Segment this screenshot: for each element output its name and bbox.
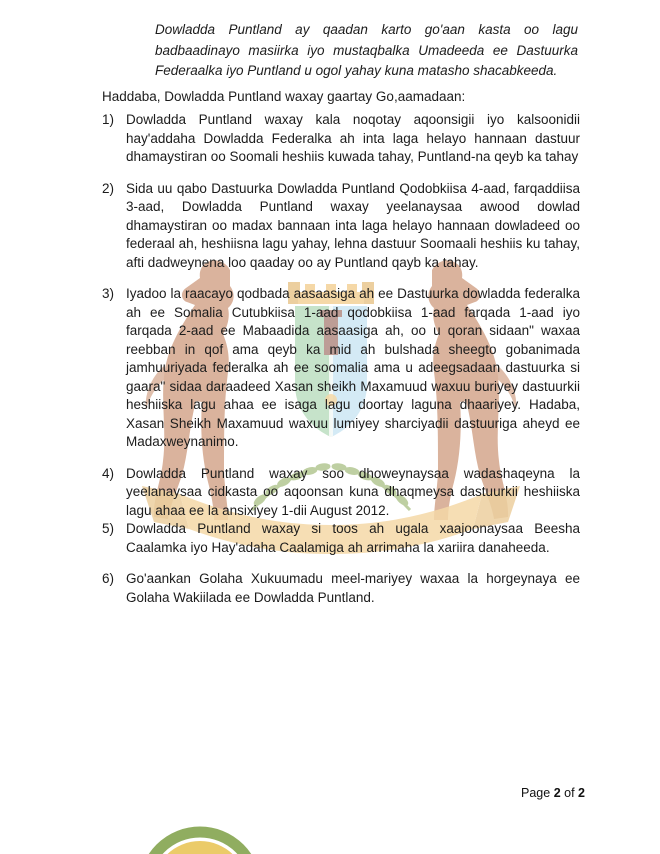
item-text: Dowladda Puntland waxay si toos ah ugala xaajoonaysaa Beesha Caalamka iyo Hay'adaha Caalamiga ah arrimaha la xariira danaheeda. [126, 521, 580, 555]
item-text: Dowladda Puntland waxay kala noqotay aqoonsigii iyo kalsoonidii hay'addaha Dowladda Federalka ah inta laga helayo hannaan dastuur dhamaystiran oo Soomali heshiis kuwada tahay, Puntland-na qeyb ka tahay [126, 112, 580, 164]
footer-label-of: of [564, 786, 575, 800]
item-number: 4) [102, 465, 115, 481]
resolution-item-1 [102, 111, 580, 167]
resolution-item-6 [102, 570, 580, 607]
resolutions-list [102, 111, 580, 607]
resolution-item-3 [102, 285, 580, 452]
item-text: Sida uu qabo Dastuurka Dowladda Puntland Qodobkiisa 4-aad, farqaddiisa 3-aad, Dowladda Puntland waxay yeelanaysaa awood dowlad dhamaystiran oo madax bannaan inta laga helayo hannaan dowladeed oo federaal ah, heshiisna lagu yahay, lehna dastuur Soomaali heshiis ku tahay, afti dadweynena loo qaaday oo ay Puntland qayb ka tahay. [126, 180, 580, 270]
footer-current-page: 2 [553, 786, 561, 800]
resolutions-heading: Haddaba, Dowladda Puntland waxay gaartay Go,aamadaan: [102, 88, 466, 104]
item-number: 2) [102, 180, 115, 196]
page-number-footer [521, 786, 585, 800]
resolution-item-2 [102, 180, 580, 273]
item-number: 5) [102, 521, 115, 536]
item-text: Dowladda Puntland waxay soo dhoweynaysaa wadashaqeyna la yeelanaysaa cidkasta oo aqoonsan kuna dhaqmeysa dastuurkii heshiiska lagu ahaa ee la ansixiyey 1-dii August 2012. [126, 465, 580, 518]
footer-total-pages: 2 [578, 786, 585, 800]
item-number: 1) [102, 112, 115, 127]
partial-seal-bottom [140, 824, 260, 854]
item-text: Iyadoo la raacayo qodbada aasaasiga ah ee Dastuurka dowladda federalka ah ee Somalia Cutubkiisa 1-aad qodobkiisa 1-aad farqada 1-aad iyo farqada 2-aad ee Mabaadida aasaasiga ah, oo u qoran sidaan" waxaa reebban in qof ama qeyb ka mid ah bulshada sheegto gobanimada jamhuuriyada federalka ah ee soomalia ama u adeegsadaan dastuurka si gaara" sidaa daraadeed Xasan sheikh Maxamuud waxuu buriyey dastuurkii heshiiska lagu ahaa ee isaga lagu doortay laguna dhaariyey. Hadaba, Xasan Sheikh Maxamuud waxuu lumiyey sharciyadii dastuuriga aheyd ee Madaxweynanimo. [126, 286, 580, 449]
footer-label-page: Page [521, 786, 551, 800]
resolution-item-5 [102, 520, 580, 557]
item-number: 6) [102, 571, 115, 586]
resolution-item-4 [102, 465, 580, 521]
item-number: 3) [102, 286, 115, 301]
intro-paragraph: Dowladda Puntland ay qaadan karto go'aan kasta oo lagu badbaadinayo masiirka iyo mustaqbalka Umadeeda ee Dastuurka Federaalka iyo Puntland u ogol yahay kuna matasho shacabkeeda. [155, 22, 578, 78]
item-text: Go'aankan Golaha Xukuumadu meel-mariyey waxaa la horgeynaya ee Golaha Wakiilada ee Dowladda Puntland. [126, 571, 580, 605]
